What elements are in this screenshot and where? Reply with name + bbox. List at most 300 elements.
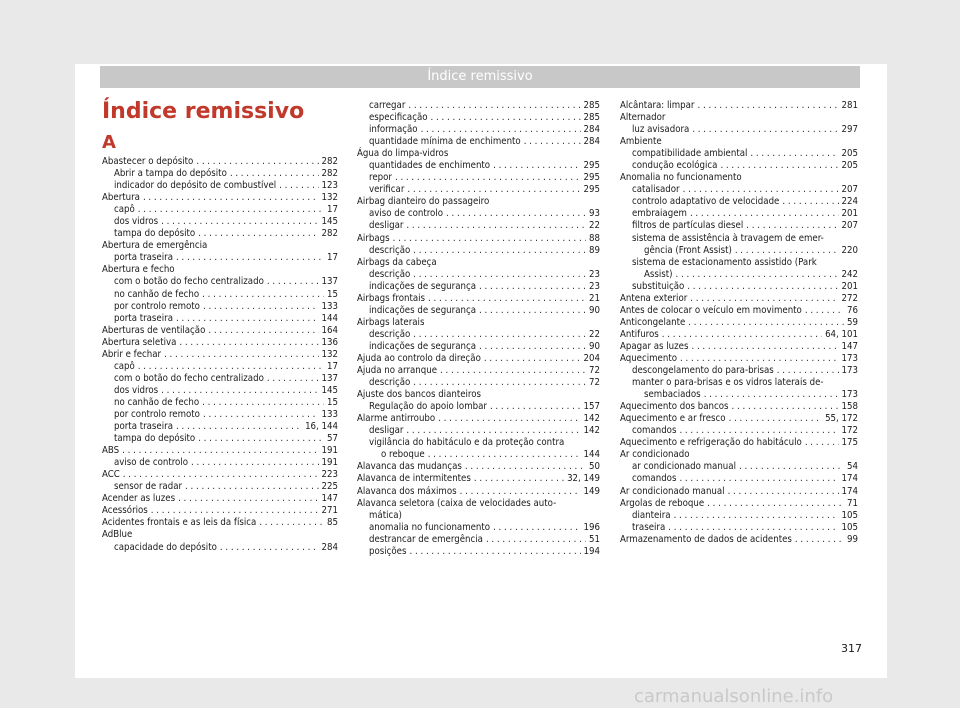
- dot-leader: [679, 425, 838, 437]
- index-page-ref: 271: [321, 505, 338, 517]
- index-page-ref: 71: [847, 497, 858, 509]
- index-page-ref: 191: [321, 457, 338, 469]
- index-entry: [102, 493, 338, 505]
- index-entry: [357, 100, 600, 112]
- index-term: porta traseira: [114, 312, 173, 324]
- index-term: Abertura: [102, 192, 140, 204]
- dot-leader: [674, 510, 839, 522]
- index-entry: [102, 204, 338, 216]
- index-page-ref: 284: [321, 541, 338, 553]
- dot-leader: [692, 124, 838, 136]
- dot-leader: [198, 433, 324, 445]
- index-term: com o botão do fecho centralizado: [114, 276, 264, 288]
- index-term: tampa do depósito: [114, 228, 196, 240]
- index-term: Ajuda ao controlo da direção: [357, 352, 481, 364]
- dot-leader: [202, 289, 324, 301]
- index-page-ref: 90: [589, 340, 600, 352]
- index-term: embraiagem: [632, 208, 687, 220]
- index-term: descongelamento do para-brisas: [632, 365, 774, 377]
- index-term: indicações de segurança: [369, 280, 476, 292]
- index-term: com o botão do fecho centralizado: [114, 372, 264, 384]
- index-entry: [620, 365, 858, 377]
- dot-leader: [138, 361, 324, 373]
- index-page-ref: 145: [321, 384, 338, 396]
- index-page-ref: 194: [583, 545, 600, 557]
- index-term: capacidade do depósito: [114, 541, 217, 553]
- index-page-ref: 281: [841, 100, 858, 111]
- index-entry: [102, 156, 338, 168]
- index-term: destrancar de emergência: [369, 533, 483, 545]
- index-entry: [102, 457, 338, 469]
- index-heading: Alavanca seletora (caixa de velocidades auto-: [357, 497, 557, 509]
- index-term: Airbags frontais: [357, 292, 426, 304]
- index-entry: [102, 349, 338, 361]
- index-entry: [102, 373, 338, 385]
- index-term: desligar: [369, 220, 404, 232]
- index-term: Acidentes frontais e as leis da física: [102, 517, 257, 529]
- index-term: verificar: [369, 184, 405, 196]
- index-page-ref: 282: [321, 228, 338, 240]
- dot-leader: [208, 325, 318, 337]
- index-term: Abastecer o depósito: [102, 156, 194, 167]
- index-term: Alavanca dos máximos: [357, 485, 457, 497]
- index-term: anomalia no funcionamento: [369, 521, 491, 533]
- index-entry: [357, 160, 600, 172]
- dot-leader: [203, 409, 319, 421]
- index-term: aviso de controlo: [114, 457, 189, 469]
- index-term: sensor de radar: [114, 481, 183, 493]
- index-page-ref: 158: [841, 401, 858, 413]
- index-entry: [102, 301, 338, 313]
- dot-leader: [202, 397, 324, 409]
- index-term: compatibilidade ambiental: [632, 148, 748, 160]
- index-entry: [357, 329, 600, 341]
- index-term: catalisador: [632, 184, 680, 196]
- index-entry: [620, 534, 858, 546]
- index-term: Airbags: [357, 232, 390, 244]
- dot-leader: [138, 204, 324, 216]
- index-term: filtros de partículas diesel: [632, 220, 744, 232]
- dot-leader: [279, 180, 318, 192]
- index-term: controlo adaptativo de velocidade: [632, 196, 780, 208]
- index-page-ref: 175: [841, 437, 858, 449]
- index-heading: Ambiente: [620, 136, 662, 148]
- index-entry: [357, 413, 600, 425]
- index-term: no canhão de fecho: [114, 396, 200, 408]
- index-heading: Alternador: [620, 112, 666, 124]
- index-term: Ar condicionado manual: [620, 485, 725, 497]
- dot-leader: [479, 341, 586, 353]
- index-entry: [357, 522, 600, 534]
- index-heading: Airbag dianteiro do passageiro: [357, 196, 490, 208]
- index-entry: [102, 421, 338, 433]
- index-term: Aquecimento dos bancos: [620, 401, 729, 413]
- index-term: carregar: [369, 100, 406, 111]
- dot-leader: [479, 281, 586, 293]
- index-entry: [102, 505, 338, 517]
- index-page-ref: 284: [583, 136, 600, 148]
- dot-leader: [493, 522, 580, 534]
- index-page-ref: 22: [589, 328, 600, 340]
- index-entry: [357, 124, 600, 136]
- index-heading: sistema de estacionamento assistido (Park: [632, 256, 817, 268]
- index-page-ref: 174: [841, 473, 858, 485]
- index-entry: [620, 510, 858, 522]
- index-entry: [620, 486, 858, 498]
- index-entry: [357, 305, 600, 317]
- index-term: Abrir e fechar: [102, 348, 162, 360]
- dot-leader: [484, 353, 581, 365]
- index-term: por controlo remoto: [114, 408, 200, 420]
- index-term: no canhão de fecho: [114, 288, 200, 300]
- index-page-ref: 173: [841, 352, 858, 364]
- index-heading: Abertura de emergência: [102, 240, 208, 252]
- index-page-ref: 157: [583, 401, 600, 413]
- dot-leader: [490, 401, 581, 413]
- index-entry: [357, 461, 600, 473]
- index-term: Regulação do apoio lombar: [369, 401, 487, 413]
- index-entry: [102, 337, 338, 349]
- dot-leader: [161, 385, 318, 397]
- index-term: quantidades de enchimento: [369, 160, 491, 172]
- index-page-ref: 220: [841, 244, 858, 256]
- dot-leader: [524, 136, 581, 148]
- index-entry: [620, 522, 858, 534]
- dot-leader: [259, 517, 324, 529]
- index-entry: [357, 353, 600, 365]
- index-entry: [357, 401, 600, 413]
- index-term: Argolas de reboque: [620, 497, 705, 509]
- index-term: condução ecológica: [632, 160, 718, 172]
- index-entry: [620, 220, 858, 232]
- index-entry: [357, 184, 600, 196]
- index-page-ref: 142: [583, 413, 600, 425]
- dot-leader: [178, 493, 318, 505]
- index-term: por controlo remoto: [114, 300, 200, 312]
- index-term: aviso de controlo: [369, 208, 444, 220]
- index-entry: [357, 208, 600, 220]
- index-page-ref: 88: [589, 232, 600, 244]
- index-term: Ajuda no arranque: [357, 365, 438, 377]
- index-entry: [357, 233, 600, 245]
- index-entry: [620, 329, 858, 341]
- index-page-ref: 144: [321, 312, 338, 324]
- index-term: Apagar as luzes: [620, 340, 689, 352]
- index-page-ref: 137: [321, 276, 338, 288]
- index-page-ref: 23: [589, 280, 600, 292]
- index-page-ref: 201: [841, 280, 858, 292]
- index-page-ref: 59: [847, 316, 858, 328]
- index-entry: [357, 473, 600, 485]
- index-entry: [620, 389, 858, 401]
- index-entry: [102, 481, 338, 493]
- index-page-ref: 15: [327, 288, 338, 300]
- dot-leader: [746, 220, 838, 232]
- index-entry: [620, 437, 858, 449]
- index-term: descrição: [369, 377, 411, 389]
- index-entry: [620, 425, 858, 437]
- dot-leader: [688, 317, 844, 329]
- index-page-ref: 51: [589, 533, 600, 545]
- dot-leader: [691, 341, 838, 353]
- index-term: Alavanca de intermitentes: [357, 473, 471, 485]
- index-entry: [620, 305, 858, 317]
- dot-leader: [777, 365, 839, 377]
- page-number: 317: [841, 642, 862, 655]
- index-page-ref: 295: [583, 184, 600, 196]
- index-entry: [357, 365, 600, 377]
- dot-leader: [679, 473, 838, 485]
- index-page-ref: 204: [583, 352, 600, 364]
- index-page-ref: 23: [589, 268, 600, 280]
- index-heading: mática): [369, 509, 402, 521]
- index-page-ref: 93: [589, 208, 600, 220]
- index-term: posições: [369, 545, 407, 557]
- index-page-ref: 72: [589, 365, 600, 377]
- index-term: ACC: [102, 469, 120, 481]
- watermark: carmanualsonline.info: [634, 686, 834, 707]
- index-entry: [357, 449, 600, 461]
- index-term: desligar: [369, 425, 404, 437]
- index-entry: [620, 401, 858, 413]
- index-page-ref: 297: [841, 124, 858, 136]
- index-page-ref: 50: [589, 461, 600, 473]
- index-entry: [102, 409, 338, 421]
- index-term: Abertura seletiva: [102, 336, 177, 348]
- index-entry: [357, 486, 600, 498]
- index-page-ref: 72: [589, 377, 600, 389]
- index-entry: [620, 317, 858, 329]
- dot-leader: [164, 349, 318, 361]
- index-term: gência (Front Assist): [644, 244, 732, 256]
- index-entry: [102, 397, 338, 409]
- index-page-ref: 272: [841, 292, 858, 304]
- index-entry: [620, 353, 858, 365]
- index-entry: [102, 216, 338, 228]
- dot-leader: [662, 329, 822, 341]
- index-term: indicações de segurança: [369, 304, 476, 316]
- index-entry: [620, 461, 858, 473]
- index-page-ref: 64, 101: [825, 328, 858, 340]
- index-page-ref: 144: [583, 449, 600, 461]
- index-entry: [357, 136, 600, 148]
- index-entry: [357, 281, 600, 293]
- index-term: luz avisadora: [632, 124, 690, 136]
- dot-leader: [421, 124, 581, 136]
- dot-leader: [428, 293, 586, 305]
- dot-leader: [805, 437, 839, 449]
- index-heading: manter o para-brisas e os vidros laterais de-: [632, 377, 824, 389]
- index-heading: vigilância do habitáculo e da proteção contra: [369, 437, 565, 449]
- dot-leader: [750, 148, 838, 160]
- index-page-ref: 22: [589, 220, 600, 232]
- index-term: tampa do depósito: [114, 433, 196, 445]
- index-heading: AdBlue: [102, 529, 133, 541]
- index-entry: [357, 293, 600, 305]
- index-entry: [102, 445, 338, 457]
- index-heading: Airbags laterais: [357, 316, 425, 328]
- dot-leader: [267, 276, 319, 288]
- index-page-ref: 295: [583, 172, 600, 184]
- dot-leader: [739, 461, 844, 473]
- index-term: descrição: [369, 244, 411, 256]
- dot-leader: [479, 305, 586, 317]
- dot-leader: [782, 196, 838, 208]
- index-term: descrição: [369, 268, 411, 280]
- index-page-ref: 242: [841, 268, 858, 280]
- index-entry: [620, 148, 858, 160]
- index-page-ref: 15: [327, 396, 338, 408]
- index-term: ABS: [102, 445, 120, 457]
- index-entry: [620, 100, 858, 112]
- dot-leader: [460, 486, 581, 498]
- index-page-ref: 205: [841, 148, 858, 160]
- dot-leader: [676, 269, 839, 281]
- index-entry: [357, 377, 600, 389]
- index-entry: [102, 289, 338, 301]
- index-term: Abrir a tampa do depósito: [114, 168, 227, 180]
- index-entry: [102, 517, 338, 529]
- index-term: Aquecimento e refrigeração do habitáculo: [620, 437, 802, 449]
- index-term: comandos: [632, 425, 677, 437]
- index-entry: [620, 341, 858, 353]
- index-entry: [620, 498, 858, 510]
- index-heading: Airbags da cabeça: [357, 256, 437, 268]
- index-term: Antes de colocar o veículo em movimento: [620, 304, 802, 316]
- dot-leader: [690, 293, 838, 305]
- dot-leader: [198, 228, 318, 240]
- index-term: Alcântara: limpar: [620, 100, 695, 111]
- index-page-ref: 54: [847, 461, 858, 473]
- dot-leader: [413, 329, 586, 341]
- dot-leader: [203, 301, 319, 313]
- index-term: descrição: [369, 328, 411, 340]
- index-page-ref: 16, 144: [305, 421, 338, 433]
- index-page-ref: 17: [327, 252, 338, 264]
- index-entry: [102, 252, 338, 264]
- dot-leader: [438, 413, 580, 425]
- dot-leader: [732, 401, 839, 413]
- page-title: Índice remissivo: [102, 99, 305, 124]
- index-term: quantidade mínima de enchimento: [369, 136, 521, 148]
- index-page-ref: 132: [321, 348, 338, 360]
- index-page-ref: 17: [327, 360, 338, 372]
- index-entry: [620, 245, 858, 257]
- index-term: indicações de segurança: [369, 340, 476, 352]
- index-entry: [102, 180, 338, 192]
- index-term: Aquecimento e ar fresco: [620, 413, 726, 425]
- dot-leader: [220, 542, 319, 554]
- index-page-ref: 147: [321, 493, 338, 505]
- index-term: Aberturas de ventilação: [102, 324, 206, 336]
- index-entry: [357, 245, 600, 257]
- dot-leader: [446, 208, 586, 220]
- index-page-ref: 164: [321, 324, 338, 336]
- index-page-ref: 225: [321, 481, 338, 493]
- index-heading: Ar condicionado: [620, 449, 690, 461]
- index-term: Alarme antirroubo: [357, 413, 436, 425]
- index-entry: [620, 413, 858, 425]
- dot-leader: [161, 216, 318, 228]
- dot-leader: [465, 461, 586, 473]
- dot-leader: [230, 168, 319, 180]
- index-term: capô: [114, 204, 135, 216]
- dot-leader: [707, 498, 844, 510]
- dot-leader: [267, 373, 319, 385]
- index-entry: [357, 220, 600, 232]
- index-page-ref: 196: [583, 521, 600, 533]
- index-heading: Ajuste dos bancos dianteiros: [357, 389, 482, 401]
- dot-leader: [668, 522, 838, 534]
- index-page-ref: 201: [841, 208, 858, 220]
- index-entry: [102, 361, 338, 373]
- dot-leader: [486, 534, 586, 546]
- dot-leader: [413, 269, 586, 281]
- index-term: porta traseira: [114, 421, 173, 433]
- index-entry: [620, 269, 858, 281]
- dot-leader: [176, 421, 302, 433]
- index-heading: Abertura e fecho: [102, 264, 175, 276]
- index-page-ref: 32, 149: [567, 473, 600, 485]
- index-page-ref: 133: [321, 300, 338, 312]
- index-term: ar condicionado manual: [632, 461, 736, 473]
- dot-leader: [431, 112, 581, 124]
- index-column-1: [102, 156, 338, 554]
- dot-leader: [474, 473, 564, 485]
- index-page-ref: 89: [589, 244, 600, 256]
- dot-leader: [393, 233, 586, 245]
- index-entry: [357, 546, 600, 558]
- index-page-ref: 207: [841, 220, 858, 232]
- index-page-ref: 21: [589, 292, 600, 304]
- index-entry: [102, 385, 338, 397]
- dot-leader: [185, 481, 318, 493]
- index-term: Antena exterior: [620, 292, 688, 304]
- dot-leader: [735, 245, 839, 257]
- dot-leader: [795, 534, 844, 546]
- index-term: indicador do depósito de combustível: [114, 180, 277, 192]
- index-entry: [620, 208, 858, 220]
- dot-leader: [690, 208, 839, 220]
- index-term: capô: [114, 360, 135, 372]
- index-term: sembaciados: [644, 389, 701, 401]
- index-entry: [620, 473, 858, 485]
- index-page-ref: 191: [321, 445, 338, 457]
- dot-leader: [408, 100, 580, 112]
- index-page-ref: 285: [583, 100, 600, 111]
- index-page-ref: 224: [841, 196, 858, 208]
- index-page-ref: 17: [327, 204, 338, 216]
- index-entry: [357, 425, 600, 437]
- index-entry: [357, 534, 600, 546]
- index-page-ref: 137: [321, 372, 338, 384]
- dot-leader: [720, 160, 838, 172]
- index-entry: [102, 469, 338, 481]
- dot-leader: [122, 445, 318, 457]
- index-page-ref: 172: [841, 425, 858, 437]
- index-entry: [357, 172, 600, 184]
- index-entry: [102, 313, 338, 325]
- dot-leader: [805, 305, 844, 317]
- index-term: Assist): [644, 268, 673, 280]
- dot-leader: [123, 469, 319, 481]
- index-entry: [620, 196, 858, 208]
- dot-leader: [151, 505, 319, 517]
- index-column-3: [620, 100, 858, 546]
- index-page-ref: 57: [327, 433, 338, 445]
- section-letter: A: [102, 132, 116, 153]
- index-entry: [620, 160, 858, 172]
